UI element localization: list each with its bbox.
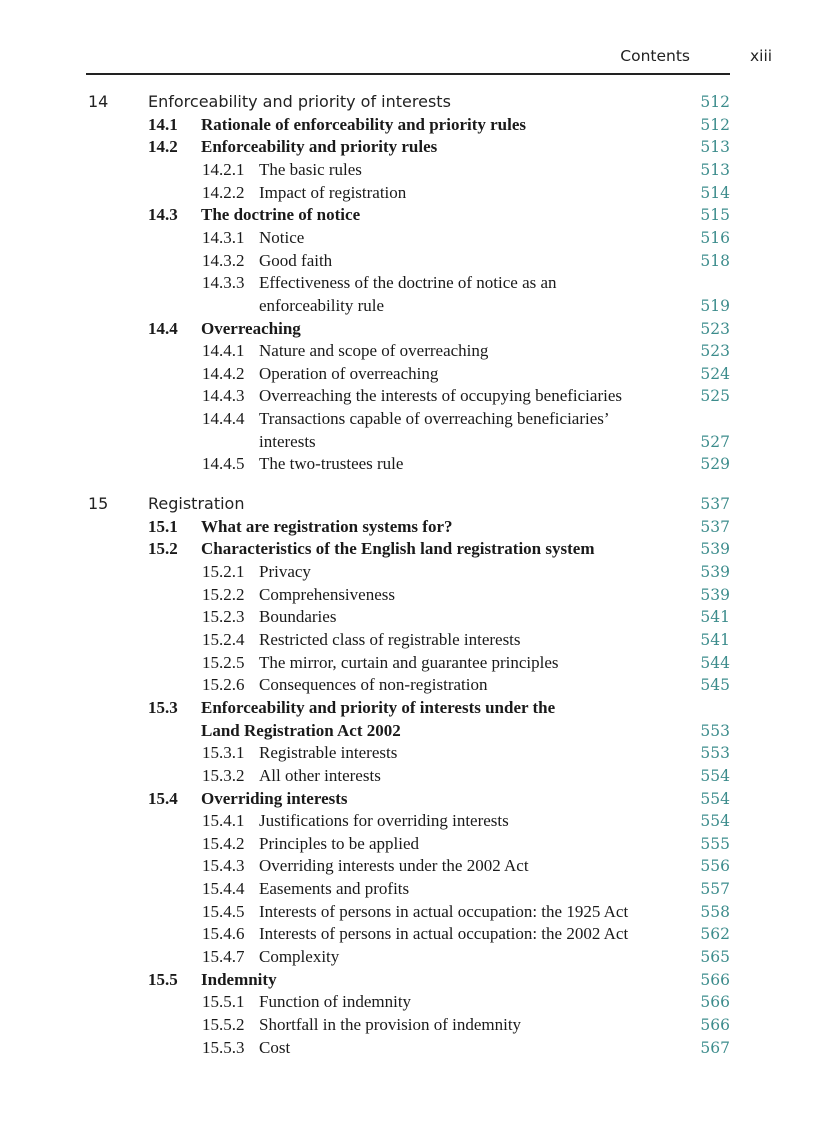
toc-subsection-15-3-1-page: 553 [700, 744, 730, 763]
page-number: xiii [750, 47, 773, 65]
toc-subsection-14-4-2[interactable] [0, 363, 816, 385]
toc-subsection-15-2-5-page: 544 [700, 653, 730, 672]
toc-subsection-14-4-3[interactable] [0, 385, 816, 407]
toc-subsection-14-3-1[interactable] [0, 227, 816, 249]
toc-section-15-3-number: 15.3 [148, 697, 178, 717]
toc-subsection-14-4-4-cont-title: interests [259, 431, 316, 451]
toc-subsection-15-2-5-number: 15.2.5 [202, 652, 245, 672]
toc-subsection-15-2-2-title: Comprehensiveness [259, 584, 395, 604]
toc-subsection-14-4-5-number: 14.4.5 [202, 454, 245, 474]
toc-subsection-15-4-3-page: 556 [700, 857, 730, 876]
toc-section-15-1-page: 537 [700, 517, 730, 536]
toc-section-14-2-title: Enforceability and priority rules [201, 137, 438, 157]
toc-subsection-15-5-1-number: 15.5.1 [202, 992, 245, 1012]
toc-subsection-14-3-3-number: 14.3.3 [202, 273, 245, 293]
toc-subsection-15-5-3-title: Cost [259, 1037, 291, 1057]
toc-section-15-3-cont-title: Land Registration Act 2002 [201, 720, 401, 740]
toc-subsection-15-2-6-number: 15.2.6 [202, 675, 245, 695]
toc-subsection-15-4-1-page: 554 [700, 812, 730, 831]
toc-subsection-15-4-4[interactable] [0, 878, 816, 900]
toc-subsection-15-2-4-number: 15.2.4 [202, 629, 245, 649]
toc-subsection-15-5-3-number: 15.5.3 [202, 1037, 245, 1057]
toc-section-14-4[interactable] [0, 318, 816, 340]
toc-subsection-15-4-2-number: 15.4.2 [202, 833, 245, 853]
toc-chapter-14-number: 14 [88, 92, 109, 111]
toc-subsection-14-4-4-title: Transactions capable of overreaching beneficiaries’ [259, 409, 610, 429]
toc-subsection-15-2-6-page: 545 [700, 676, 730, 695]
toc-subsection-15-4-4-page: 557 [700, 880, 730, 899]
toc-section-15-1-title: What are registration systems for? [201, 516, 453, 536]
toc-subsection-14-2-2-title: Impact of registration [259, 182, 407, 202]
toc-subsection-15-4-7[interactable] [0, 946, 816, 968]
toc-chapter-15-title: Registration [148, 494, 245, 513]
toc-section-14-3-page: 515 [700, 206, 730, 225]
toc-subsection-15-5-2-number: 15.5.2 [202, 1015, 245, 1034]
running-header-title: Contents [620, 47, 690, 65]
toc-subsection-15-2-4-title: Restricted class of registrable interests [259, 629, 521, 649]
toc-subsection-15-3-2[interactable] [0, 765, 816, 787]
toc-subsection-15-4-3-title: Overriding interests under the 2002 Act [259, 856, 529, 876]
toc-subsection-15-4-5-title: Interests of persons in actual occupation: the 1925 Act [259, 901, 629, 921]
toc-subsection-15-5-1-title: Function of indemnity [259, 992, 412, 1012]
toc-subsection-15-5-2-title: Shortfall in the provision of indemnity [259, 1015, 522, 1034]
toc-subsection-15-3-1[interactable] [0, 742, 816, 764]
toc-chapter-14-title: Enforceability and priority of interests [148, 92, 451, 111]
toc-subsection-14-4-4-cont-page: 527 [700, 432, 730, 451]
toc-subsection-15-2-5[interactable] [0, 652, 816, 674]
toc-subsection-14-4-2-page: 524 [700, 364, 730, 383]
toc-section-14-4-number: 14.4 [148, 318, 178, 338]
toc-section-15-1[interactable] [0, 516, 816, 538]
toc-section-15-2-title: Characteristics of the English land registration system [201, 539, 595, 559]
toc-subsection-14-4-1-number: 14.4.1 [202, 341, 245, 361]
toc-section-15-3-title: Enforceability and priority of interests under the [201, 697, 556, 717]
toc-subsection-14-3-3-title: Effectiveness of the doctrine of notice as an [259, 273, 557, 293]
toc-subsection-15-4-6-page: 562 [700, 925, 730, 944]
toc-subsection-14-2-2-number: 14.2.2 [202, 182, 245, 202]
toc-subsection-15-3-2-number: 15.3.2 [202, 765, 245, 785]
toc-subsection-15-4-1[interactable] [0, 810, 816, 832]
toc-subsection-15-5-3[interactable] [0, 1037, 816, 1059]
toc-subsection-14-4-3-title: Overreaching the interests of occupying beneficiaries [259, 386, 622, 406]
header-rule [86, 73, 730, 75]
toc-subsection-14-4-4-number: 14.4.4 [202, 409, 245, 429]
toc-subsection-15-4-2-title: Principles to be applied [259, 833, 420, 853]
toc-subsection-15-2-4-page: 541 [700, 630, 730, 649]
toc-section-14-4-page: 523 [700, 319, 730, 338]
toc-chapter-14[interactable] [0, 91, 816, 113]
toc-subsection-15-4-1-number: 15.4.1 [202, 811, 245, 831]
toc-subsection-15-4-2-page: 555 [700, 834, 730, 853]
toc-subsection-15-4-5-number: 15.4.5 [202, 901, 245, 921]
toc-subsection-15-4-5-page: 558 [700, 902, 730, 921]
toc-chapter-15-page: 537 [700, 495, 730, 513]
toc-subsection-14-4-2-number: 14.4.2 [202, 363, 245, 383]
toc-subsection-14-4-5-title: The two-trustees rule [259, 454, 404, 474]
toc-subsection-14-3-2-title: Good faith [259, 250, 333, 270]
toc-subsection-15-2-3-title: Boundaries [259, 607, 337, 627]
toc-subsection-14-3-3[interactable] [0, 272, 816, 294]
toc-subsection-15-4-7-number: 15.4.7 [202, 947, 245, 966]
toc-subsection-14-4-1[interactable] [0, 340, 816, 362]
toc-subsection-14-4-4-cont[interactable] [0, 431, 816, 453]
toc-subsection-15-3-2-page: 554 [700, 766, 730, 785]
toc-section-14-3-title: The doctrine of notice [201, 205, 361, 225]
toc-subsection-15-2-6[interactable] [0, 674, 816, 696]
toc-section-15-3-cont-page: 553 [700, 721, 730, 740]
toc-section-15-2-page: 539 [700, 540, 730, 559]
toc-section-15-5-page: 566 [700, 970, 730, 989]
toc-section-14-3[interactable] [0, 204, 816, 226]
toc-section-14-1-number: 14.1 [148, 114, 178, 134]
toc-subsection-15-4-4-title: Easements and profits [259, 879, 410, 899]
toc-subsection-15-2-1-page: 539 [700, 563, 730, 581]
toc-section-14-1[interactable] [0, 114, 816, 136]
toc-subsection-15-4-3-number: 15.4.3 [202, 856, 245, 876]
toc-subsection-14-2-1-number: 14.2.1 [202, 160, 245, 179]
toc-subsection-14-2-2[interactable] [0, 182, 816, 204]
toc-subsection-15-2-5-title: The mirror, curtain and guarantee principles [259, 652, 559, 672]
toc-subsection-14-3-1-title: Notice [259, 227, 305, 247]
toc-subsection-15-5-1-page: 566 [700, 993, 730, 1012]
toc-chapter-15-number: 15 [88, 494, 109, 513]
toc-subsection-15-2-2[interactable] [0, 584, 816, 606]
toc-subsection-14-3-3-cont-title: enforceability rule [259, 295, 385, 315]
toc-subsection-15-2-3[interactable] [0, 606, 816, 628]
toc-subsection-14-2-1-page: 513 [700, 161, 730, 179]
toc-subsection-15-5-1[interactable] [0, 991, 816, 1013]
toc-subsection-15-3-1-number: 15.3.1 [202, 743, 245, 763]
toc-subsection-14-4-3-page: 525 [700, 387, 730, 406]
toc-subsection-15-2-3-number: 15.2.3 [202, 607, 245, 627]
toc-subsection-14-2-1-title: The basic rules [259, 160, 362, 179]
toc-section-14-2-number: 14.2 [148, 137, 178, 157]
toc-subsection-14-4-4[interactable] [0, 408, 816, 430]
toc-subsection-15-4-4-number: 15.4.4 [202, 879, 245, 899]
toc-subsection-15-4-1-title: Justifications for overriding interests [259, 811, 509, 831]
running-header [86, 46, 773, 68]
toc-section-15-2[interactable] [0, 538, 816, 560]
toc-subsection-14-4-5-page: 529 [700, 455, 730, 474]
toc-section-15-4-page: 554 [700, 789, 730, 808]
toc-subsection-15-4-6[interactable] [0, 923, 816, 945]
toc-section-15-4-number: 15.4 [148, 788, 178, 808]
toc-subsection-14-4-3-number: 14.4.3 [202, 386, 245, 406]
toc-subsection-14-2-2-page: 514 [700, 183, 730, 202]
toc-section-15-1-number: 15.1 [148, 516, 178, 536]
toc-section-15-5[interactable] [0, 969, 816, 991]
toc-section-15-5-number: 15.5 [148, 969, 178, 989]
toc-chapter-15[interactable] [0, 493, 816, 515]
toc-subsection-14-4-5[interactable] [0, 453, 816, 475]
toc-section-14-2[interactable] [0, 136, 816, 158]
toc-subsection-14-3-2-number: 14.3.2 [202, 250, 245, 270]
toc-subsection-14-3-1-number: 14.3.1 [202, 227, 245, 247]
toc-subsection-14-4-1-page: 523 [700, 342, 730, 361]
toc-subsection-14-4-1-title: Nature and scope of overreaching [259, 341, 489, 361]
toc-section-15-3[interactable] [0, 697, 816, 719]
toc-subsection-15-4-7-title: Complexity [259, 947, 340, 966]
toc-subsection-15-2-2-number: 15.2.2 [202, 584, 245, 604]
toc-subsection-15-3-1-title: Registrable interests [259, 743, 398, 763]
toc-subsection-15-5-2-page: 566 [700, 1016, 730, 1034]
toc-section-15-3-cont[interactable] [0, 720, 816, 742]
toc-section-15-4[interactable] [0, 788, 816, 810]
toc-subsection-15-2-1[interactable] [0, 561, 816, 583]
toc-subsection-15-2-1-title: Privacy [259, 562, 311, 581]
toc-subsection-14-3-2-page: 518 [700, 251, 730, 270]
toc-subsection-15-2-1-number: 15.2.1 [202, 562, 245, 581]
toc-subsection-15-3-2-title: All other interests [259, 765, 381, 785]
toc-subsection-14-2-1[interactable] [0, 159, 816, 181]
toc-subsection-14-4-2-title: Operation of overreaching [259, 363, 439, 383]
toc-chapter-14-page: 512 [700, 93, 730, 111]
toc-subsection-15-4-7-page: 565 [700, 948, 730, 966]
toc-section-15-4-title: Overriding interests [201, 788, 348, 808]
toc-subsection-15-4-6-title: Interests of persons in actual occupation: the 2002 Act [259, 924, 629, 944]
toc-section-14-4-title: Overreaching [201, 318, 301, 338]
toc-section-14-1-page: 512 [700, 115, 730, 134]
toc-subsection-15-2-3-page: 541 [700, 608, 730, 627]
toc-subsection-15-4-5[interactable] [0, 901, 816, 923]
toc-subsection-15-2-2-page: 539 [700, 585, 730, 604]
toc-subsection-14-3-3-cont[interactable] [0, 295, 816, 317]
toc-subsection-15-2-6-title: Consequences of non-registration [259, 675, 488, 695]
toc-section-15-5-title: Indemnity [201, 969, 277, 989]
toc-subsection-15-5-3-page: 567 [700, 1038, 730, 1057]
toc-subsection-15-2-4[interactable] [0, 629, 816, 651]
toc-subsection-14-3-1-page: 516 [700, 228, 730, 247]
toc-section-15-2-number: 15.2 [148, 539, 178, 559]
toc-section-14-1-title: Rationale of enforceability and priority rules [201, 114, 527, 134]
toc-subsection-15-4-2[interactable] [0, 833, 816, 855]
toc-subsection-15-4-3[interactable] [0, 855, 816, 877]
toc-section-14-3-number: 14.3 [148, 205, 178, 225]
toc-subsection-14-3-3-cont-page: 519 [700, 296, 730, 315]
toc-subsection-15-4-6-number: 15.4.6 [202, 924, 245, 944]
toc-section-14-2-page: 513 [700, 138, 730, 157]
toc-subsection-14-3-2[interactable] [0, 250, 816, 272]
toc-subsection-15-5-2[interactable] [0, 1014, 816, 1036]
